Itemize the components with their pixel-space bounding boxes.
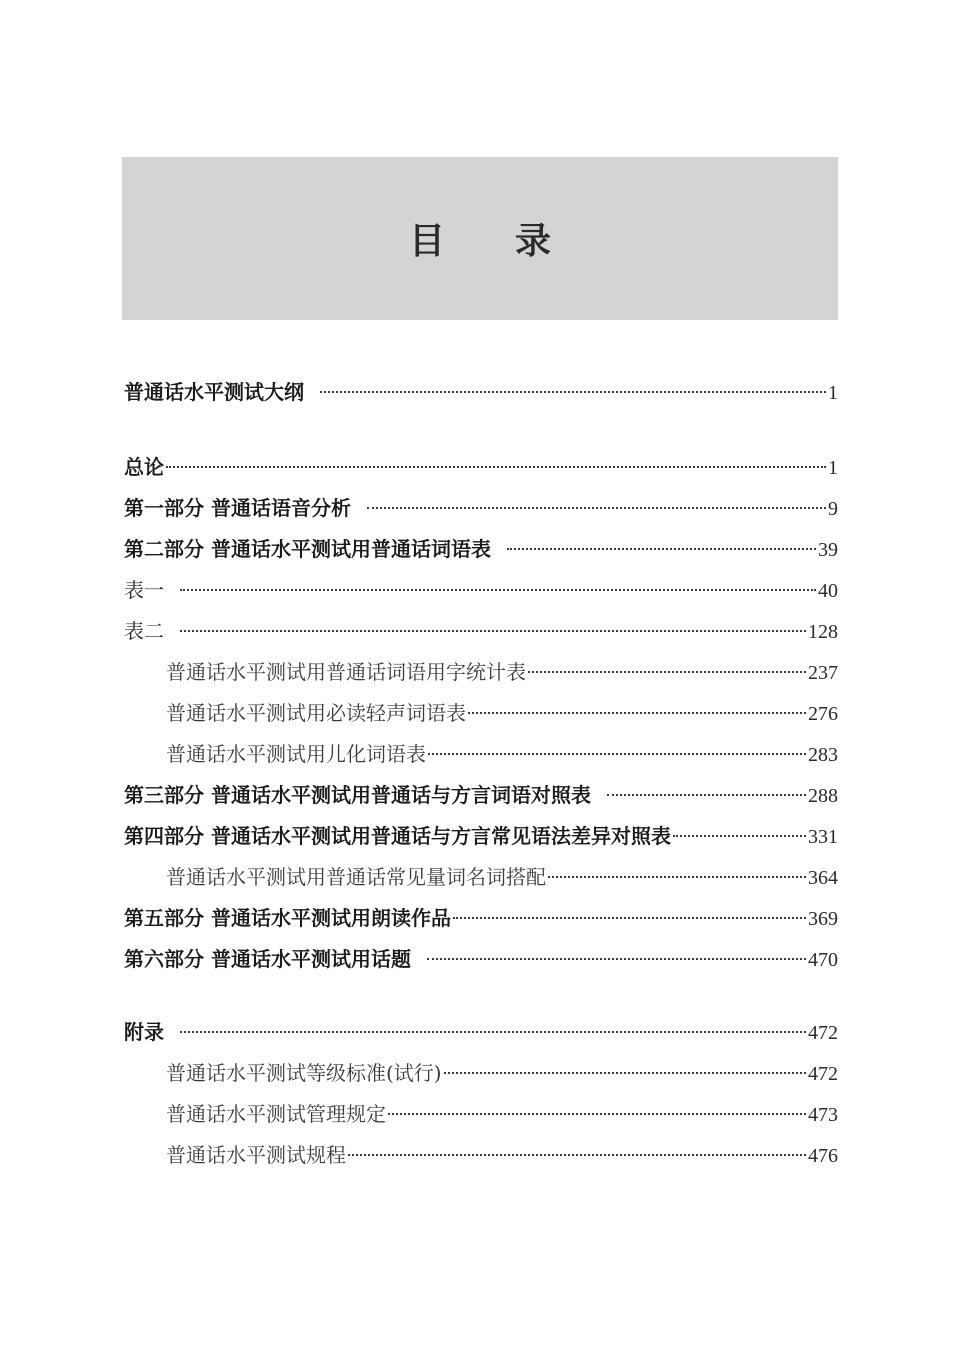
toc-entry-page-number: 1 (828, 457, 838, 479)
toc-entry-page-number: 39 (818, 539, 838, 561)
toc-entry-label: 第三部分 普通话水平测试用普通话与方言词语对照表 (124, 783, 591, 807)
toc-entry-label: 普通话水平测试等级标准(试行) (166, 1061, 442, 1085)
dot-leader (468, 712, 806, 714)
toc-entry-label: 表一 (124, 578, 164, 602)
toc-entry[interactable] (124, 903, 838, 933)
toc-entry[interactable] (124, 534, 838, 564)
dot-leader (348, 1154, 806, 1156)
toc-entry-label: 附录 (124, 1020, 164, 1044)
dot-leader (607, 794, 806, 796)
toc-entry-page-number: 237 (808, 662, 838, 684)
toc-entry[interactable] (124, 780, 838, 810)
toc-entry-label: 普通话水平测试用必读轻声词语表 (166, 701, 466, 725)
toc-entry[interactable] (124, 739, 838, 769)
toc-entry-page-number: 283 (808, 744, 838, 766)
toc-entry-page-number: 288 (808, 785, 838, 807)
toc-entry[interactable] (124, 616, 838, 646)
dot-leader (180, 589, 816, 591)
toc-entry-label: 第四部分 普通话水平测试用普通话与方言常见语法差异对照表 (124, 824, 671, 848)
toc-entry[interactable] (124, 452, 838, 482)
title-char-1: 目 (408, 220, 445, 262)
toc-entry[interactable] (124, 1099, 838, 1129)
toc-entry[interactable] (124, 1017, 838, 1047)
dot-leader (428, 753, 806, 755)
dot-leader (427, 958, 806, 960)
toc-entry-page-number: 276 (808, 703, 838, 725)
toc-entry-page-number: 9 (828, 498, 838, 520)
toc-entry[interactable] (124, 377, 838, 407)
dot-leader (528, 671, 806, 673)
dot-leader (673, 835, 806, 837)
dot-leader (453, 917, 806, 919)
toc-entry-label: 第一部分 普通话语音分析 (124, 496, 351, 520)
dot-leader (548, 876, 806, 878)
toc-entry[interactable] (124, 1140, 838, 1170)
toc-title-banner (122, 157, 838, 320)
toc-entry-label: 普通话水平测试管理规定 (166, 1102, 386, 1126)
toc-entry-page-number: 40 (818, 580, 838, 602)
toc-entry-page-number: 472 (808, 1063, 838, 1085)
toc-entry-label: 第二部分 普通话水平测试用普通话词语表 (124, 537, 491, 561)
toc-entry[interactable] (124, 493, 838, 523)
toc-entry[interactable] (124, 657, 838, 687)
dot-leader (180, 1031, 806, 1033)
toc-entry-label: 普通话水平测试用普通话词语用字统计表 (166, 660, 526, 684)
toc-entry-page-number: 331 (808, 826, 838, 848)
toc-entry[interactable] (124, 698, 838, 728)
toc-entry-label: 总论 (124, 455, 164, 479)
dot-leader (166, 466, 826, 468)
toc-entry-label: 普通话水平测试用普通话常见量词名词搭配 (166, 865, 546, 889)
toc-entry-label: 第六部分 普通话水平测试用话题 (124, 947, 411, 971)
toc-entry-label: 普通话水平测试用儿化词语表 (166, 742, 426, 766)
toc-entry-page-number: 369 (808, 908, 838, 930)
toc-entry-label: 表二 (124, 619, 164, 643)
toc-entry[interactable] (124, 821, 838, 851)
toc-entry-label: 第五部分 普通话水平测试用朗读作品 (124, 906, 451, 930)
toc-entry-page-number: 364 (808, 867, 838, 889)
toc-entry[interactable] (124, 862, 838, 892)
toc-entry-page-number: 473 (808, 1104, 838, 1126)
dot-leader (388, 1113, 806, 1115)
toc-entry-label: 普通话水平测试规程 (166, 1143, 346, 1167)
toc-entry-page-number: 1 (828, 382, 838, 404)
title-char-2: 录 (515, 220, 552, 262)
dot-leader (367, 507, 826, 509)
toc-entry[interactable] (124, 944, 838, 974)
toc-entry-label: 普通话水平测试大纲 (124, 380, 304, 404)
dot-leader (320, 391, 826, 393)
toc-entry-page-number: 476 (808, 1145, 838, 1167)
toc-entry-page-number: 128 (808, 621, 838, 643)
dot-leader (444, 1072, 806, 1074)
page-title (409, 213, 551, 264)
toc-entry-page-number: 470 (808, 949, 838, 971)
toc-entry[interactable] (124, 575, 838, 605)
toc-entry-page-number: 472 (808, 1022, 838, 1044)
toc-entry[interactable] (124, 1058, 838, 1088)
dot-leader (507, 548, 816, 550)
dot-leader (180, 630, 806, 632)
